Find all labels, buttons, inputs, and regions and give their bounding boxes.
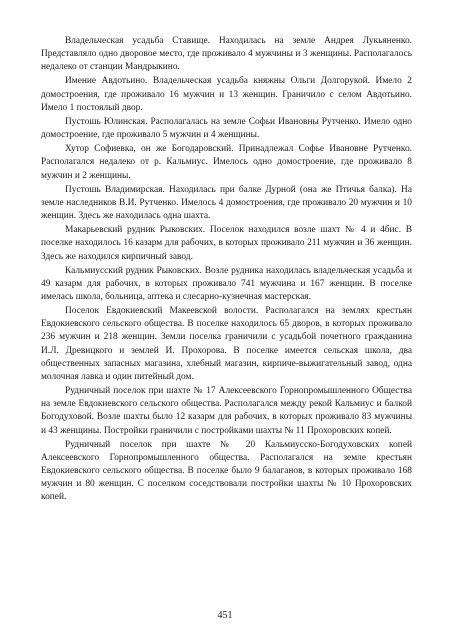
paragraph-shaft-17: Рудничный поселок при шахте № 17 Алексеевского Горнопромышленного Общества на земле Евдокиевского сельского общества. Располагался между рекой Кальмиус и балкой Богодуховой. Возле шахты было 12 казарм для рабочих, в которых проживало 83 мужчины и 43 женщины. Постройки граничили с постройками шахты № 11 Прохоровских копей. (41, 386, 412, 436)
paragraph-kalmiussky: Кальмиусский рудник Рыковских. Возле рудника находилась владельческая усадьба и 49 казарм для рабочих, в которых проживало 741 мужчина и 167 женщин. В поселке имелась школа, больница, аптека и слесарно-кузнечная мастерская. (41, 265, 412, 302)
paragraph-vladimirskaya: Пустошь Владимирская. Находилась при балке Дурной (она же Птичья балка). На земле наследников В.И. Рутченко. Имелось 4 домостроения, где проживало 20 мужчин и 10 женщин. Здесь же находилась одна шахта. (41, 184, 412, 222)
paragraph-avdotino: Имение Авдотьино. Владельческая усадьба княжны Ольги Долгорукой. Имело 2 домостроения, где проживало 16 мужчин и 13 женщин. Граничило с селом Авдотьино. Имело 1 постоялый двор. (41, 76, 412, 113)
paragraph-makarevsky: Макарьевский рудник Рыковских. Поселок находился возле шахт № 4 и 4бис. В поселке находилось 16 казарм для рабочих, в которых проживало 211 мужчин и 36 женщин. Здесь же находился кирпичный завод. (41, 225, 412, 262)
paragraph-yulinskaya: Пустошь Юлинская. Располагалась на земле Софьи Ивановны Рутченко. Имело одно домостроение, где проживало 5 мужчин и 4 женщины. (41, 116, 412, 141)
paragraph-evdokievsky: Поселок Евдокиевский Макеевской волости. Располагался на землях крестьян Евдокиевского сельского общества. В поселке находилось 65 дворов, в которых проживало 236 мужчин и 218 женщин. Земли поселка граничили с усадьбой почетного гражданина И.Л. Древицкого и землей И. Прохорова. В поселке имеется сельская школа, два общественных запасных магазина, хлебный магазин, кирпиче-выжигательный завод, одна молочная лавка и один питейный дом. (41, 306, 412, 382)
paragraph-sofievka: Хутор Софиевка, он же Богодаровский. Принадлежал Софье Ивановне Рутченко. Располагался недалеко от р. Кальмиус. Имелось одно домостроение, где проживало 8 мужчин и 2 женщины. (41, 144, 412, 181)
paragraph-stavishche: Владельческая усадьба Ставище. Находилась на земле Андрея Лукьяненко. Представляло одно дворовое место, где проживало 4 мужчины и 3 женщины. Располагалось недалеко от станции Мандрыкино. (41, 36, 412, 73)
paragraph-shaft-20: Рудничный поселок при шахте № 20 Кальмиусско-Богодуховских копей Алексеевского Горнопромышленного общества. Располагался на земле крестьян Евдокиевского сельского общества. В поселке было 9 балаганов, в которых проживало 168 мужчин и 80 женщин. С поселком соседствовали постройки шахты № 10 Прохоровских копей. (41, 439, 412, 503)
page-number: 451 (217, 610, 233, 621)
